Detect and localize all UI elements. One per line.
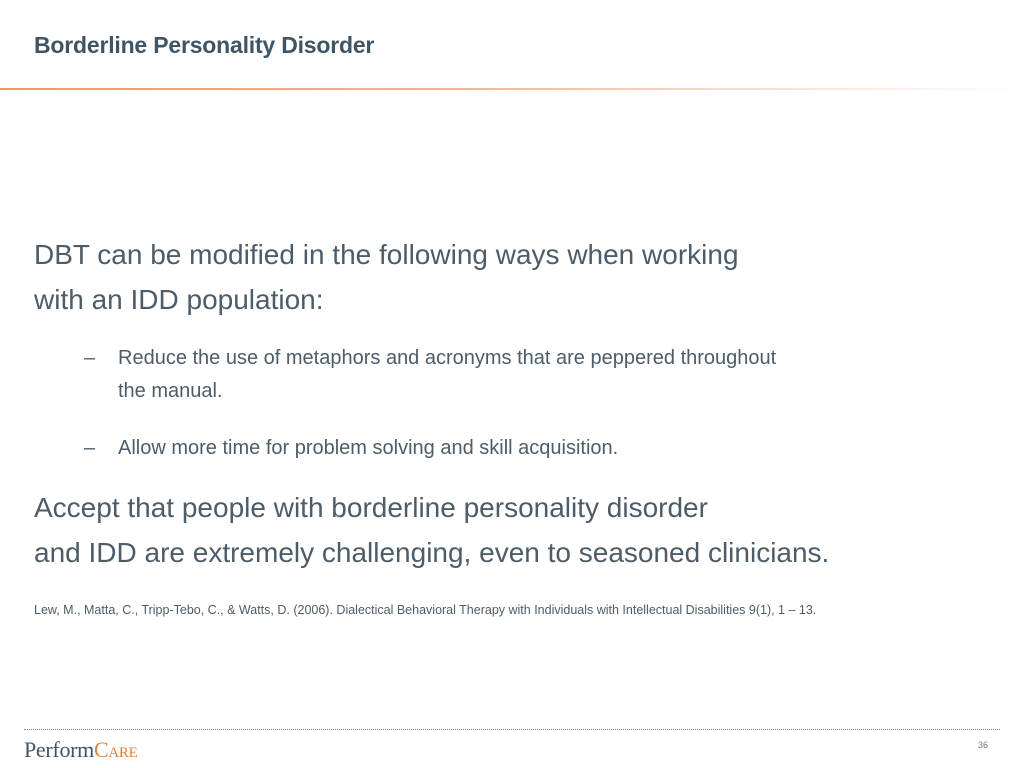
slide-title: Borderline Personality Disorder <box>34 32 375 58</box>
page-number: 36 <box>977 740 988 750</box>
lead-line-1: DBT can be modified in the following ways when working <box>34 239 739 270</box>
bullet-list <box>34 342 994 465</box>
footer-divider <box>24 729 1000 730</box>
bullet-item <box>84 432 798 465</box>
slide-body <box>34 232 994 619</box>
logo-text-perform: Perform <box>24 737 94 762</box>
citation: Lew, M., Matta, C., Tripp-Tebo, C., & Watts, D. (2006). Dialectical Behavioral Therapy with Individuals with Intellectual Disabilities 9(1), 1 – 13. <box>34 603 817 617</box>
lead-paragraph <box>34 232 854 322</box>
performcare-logo <box>24 737 137 763</box>
title-divider <box>0 88 1024 90</box>
bullet-text: Reduce the use of metaphors and acronyms that are peppered throughout the manual. <box>118 347 777 402</box>
conclusion-line-1: Accept that people with borderline personality disorder <box>34 492 708 523</box>
conclusion-paragraph <box>34 485 934 575</box>
lead-line-2: with an IDD population: <box>34 284 324 315</box>
bullet-item <box>84 342 798 408</box>
logo-text-care: Care <box>94 737 138 762</box>
dash-icon: – <box>84 347 96 369</box>
conclusion-line-2: and IDD are extremely challenging, even to seasoned clinicians. <box>34 537 830 568</box>
bullet-text: Allow more time for problem solving and skill acquisition. <box>118 437 619 459</box>
dash-icon: – <box>84 437 96 459</box>
